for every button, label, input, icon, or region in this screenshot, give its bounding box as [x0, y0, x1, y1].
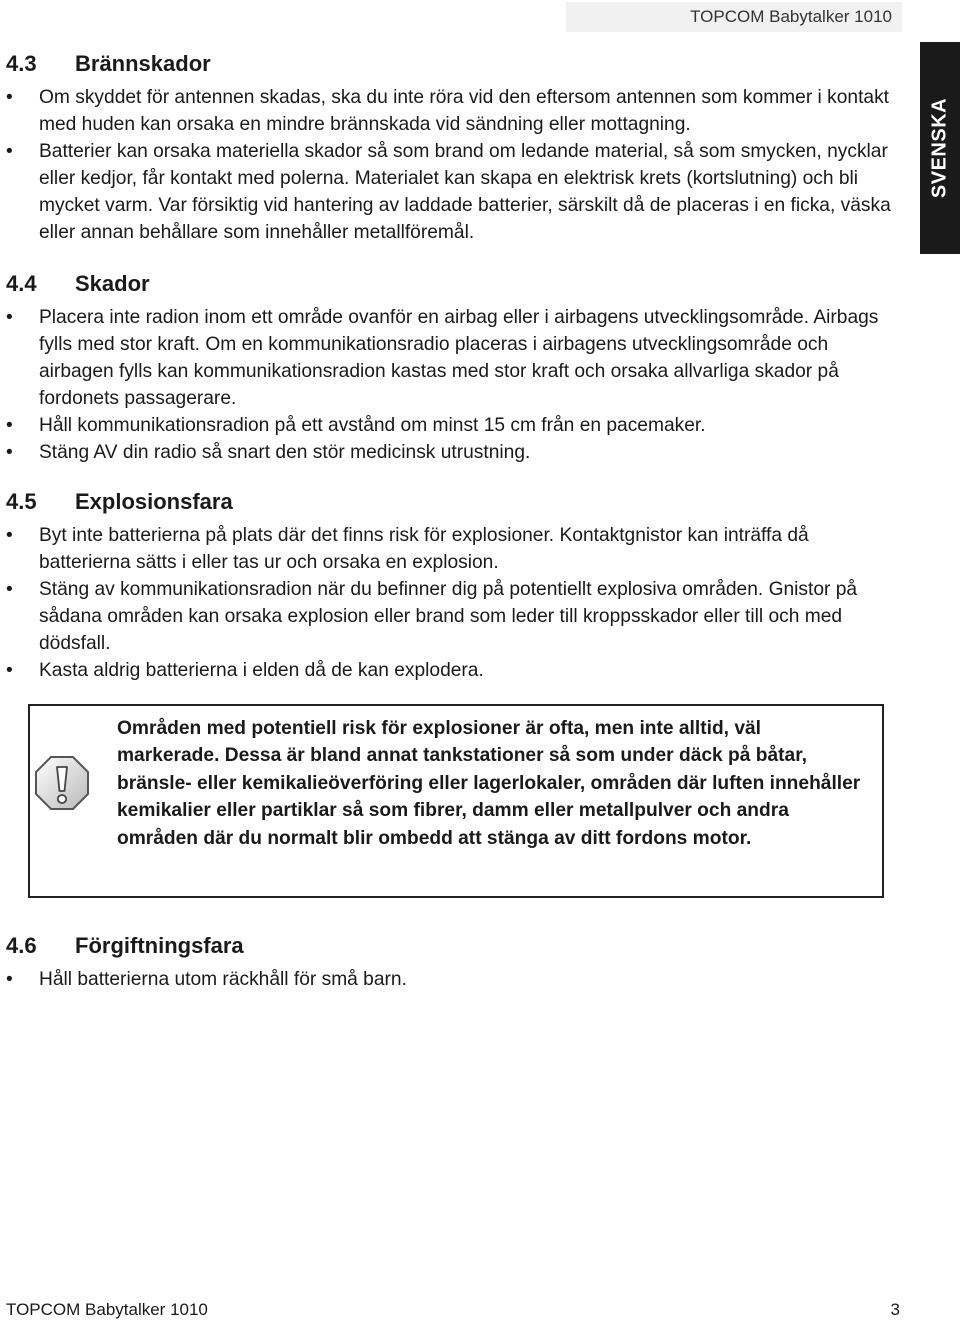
list-item-text: Placera inte radion inom ett område ovanför en airbag eller i airbagens utvecklingsområde. Airbags fylls med stor kraft. Om en kommunikationsradio placeras i airbagens utvecklingsområde och airbagen fylls kan kommunikationsradion kastas med stor kraft och orsaka allvarliga skador på fordonets passagerare.	[39, 307, 879, 409]
list-item	[6, 522, 902, 576]
bullet-glyph: •	[6, 579, 13, 600]
list-item-text: Batterier kan orsaka materiella skador så som brand om ledande material, så som smycken, nycklar eller kedjor, får kontakt med polerna. Materialet kan skapa en elektrisk krets (kortslutning) och bli mycket varm. Var försiktig vid hantering av laddade batterier, särskilt då de placeras i en ficka, väska eller annan behållare som innehåller metallföremål.	[39, 141, 891, 243]
section-heading	[6, 48, 902, 80]
section-number: 4.3	[6, 51, 37, 76]
bullet-list	[6, 84, 902, 246]
list-item-text: Stäng AV din radio så snart den stör medicinsk utrustning.	[39, 442, 531, 463]
exclamation-shield-icon	[33, 754, 91, 812]
section-title: Explosionsfara	[75, 489, 233, 514]
list-item-text: Byt inte batterierna på plats där det finns risk för explosioner. Kontaktgnistor kan inträffa då batterierna sätts i eller tas ur och orsaka en explosion.	[39, 525, 809, 573]
list-item	[6, 966, 902, 993]
section-title: Brännskador	[75, 51, 211, 76]
language-tab-label: SVENSKA	[928, 97, 951, 199]
bullet-glyph: •	[6, 307, 13, 328]
section-brannskador	[6, 48, 902, 246]
bullet-list	[6, 522, 902, 684]
bullet-glyph: •	[6, 969, 13, 990]
bullet-glyph: •	[6, 87, 13, 108]
bullet-glyph: •	[6, 415, 13, 436]
list-item-text: Om skyddet för antennen skadas, ska du inte röra vid den eftersom antennen som kommer i kontakt med huden kan orsaka en mindre brännskada vid sändning eller mottagning.	[39, 87, 890, 135]
list-item-text: Håll batterierna utom räckhåll för små barn.	[39, 969, 407, 990]
section-forgiftningsfara	[6, 930, 902, 993]
footer-product-name: TOPCOM Babytalker 1010	[6, 1300, 208, 1319]
section-number: 4.6	[6, 933, 37, 958]
list-item-text: Håll kommunikationsradion på ett avstånd om minst 15 cm från en pacemaker.	[39, 415, 706, 436]
list-item	[6, 412, 902, 439]
bullet-list	[6, 304, 902, 466]
list-item-text: Kasta aldrig batterierna i elden då de kan explodera.	[39, 660, 484, 681]
section-heading	[6, 486, 902, 518]
list-item	[6, 576, 902, 657]
section-heading	[6, 930, 902, 962]
bullet-glyph: •	[6, 525, 13, 546]
bullet-glyph: •	[6, 141, 13, 162]
warning-box	[28, 704, 884, 898]
warning-text: Områden med potentiell risk för explosioner är ofta, men inte alltid, väl markerade. Dessa är bland annat tankstationer så som under däck på båtar, bränsle- eller kemikalieöverföring eller lagerlokaler, områden där luften innehåller kemikalier eller partiklar så som fibrer, damm eller metallpulver och andra områden där du normalt blir ombedd att stänga av ditt fordons motor.	[117, 718, 861, 849]
page-number: 3	[890, 1300, 900, 1319]
section-heading	[6, 268, 902, 300]
language-tab	[920, 42, 960, 254]
bullet-glyph: •	[6, 442, 13, 463]
section-number: 4.4	[6, 271, 37, 296]
main-content	[6, 48, 902, 993]
bullet-glyph: •	[6, 660, 13, 681]
list-item	[6, 84, 902, 138]
list-item	[6, 439, 902, 466]
list-item	[6, 304, 902, 412]
section-title: Skador	[75, 271, 150, 296]
list-item	[6, 138, 902, 246]
section-skador	[6, 268, 902, 466]
header-title: TOPCOM Babytalker 1010	[566, 2, 902, 32]
list-item-text: Stäng av kommunikationsradion när du befinner dig på potentiellt explosiva områden. Gnistor på sådana områden kan orsaka explosion eller brand som leder till kroppsskador eller till och med dödsfall.	[39, 579, 858, 654]
section-title: Förgiftningsfara	[75, 933, 244, 958]
bullet-list	[6, 966, 902, 993]
section-number: 4.5	[6, 489, 37, 514]
section-explosionsfara	[6, 486, 902, 898]
list-item	[6, 657, 902, 684]
